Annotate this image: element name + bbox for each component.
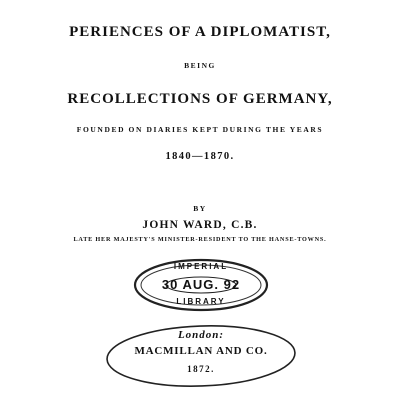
imprint-city: London: [177, 329, 225, 341]
author-name: JOHN WARD, C.B. [142, 219, 258, 231]
imprint-year: 1872. [187, 364, 215, 374]
by-label: BY [193, 204, 207, 213]
stamp-top-text: IMPERIAL [173, 262, 229, 271]
subtitle: FOUNDED ON DIARIES KEPT DURING THE YEARS [76, 125, 324, 134]
title-line-1: PERIENCES OF A DIPLOMATIST, [69, 24, 331, 40]
stamp-bottom-text: LIBRARY [176, 297, 226, 306]
imprint-publisher: MACMILLAN AND CO. [134, 345, 268, 357]
title-being: BEING [184, 61, 216, 70]
years: 1840—1870. [165, 151, 235, 162]
library-stamp [132, 258, 270, 312]
stamp-date: 30 AUG. 92 [161, 277, 241, 292]
publisher-imprint [103, 323, 299, 389]
title-line-2: RECOLLECTIONS OF GERMANY, [67, 91, 333, 107]
author-role: LATE HER MAJESTY'S MINISTER-RESIDENT TO THE HANSE-TOWNS. [73, 236, 327, 243]
